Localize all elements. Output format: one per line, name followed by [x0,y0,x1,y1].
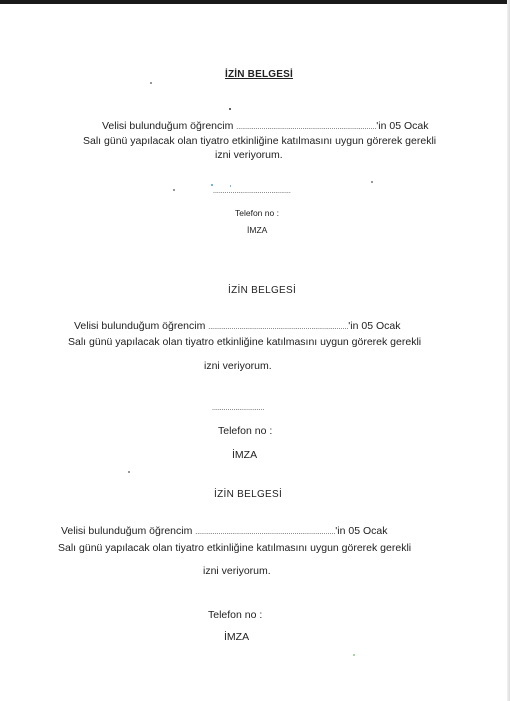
student-line [74,321,400,332]
event-line: Salı günü yapılacak olan tiyatro etkinliğine katılmasını uygun görerek gerekli [68,336,422,348]
event-line: Salı günü yapılacak olan tiyatro etkinliğine katılmasını uygun görerek gerekli [58,542,412,554]
consent-line: izni veriyorum. [203,565,271,577]
student-name-blank: ........................................................................ [195,529,336,536]
scan-speck [229,108,231,110]
scan-top-edge [0,0,510,4]
scan-speck [211,184,213,186]
student-line [102,121,428,132]
signature-blank: ........................... [212,405,265,412]
student-label: Velisi bulunduğum öğrencim [61,525,193,537]
student-name-blank: ........................................................................ [236,124,377,131]
form-title: İZİN BELGESİ [214,489,283,500]
date-text: 'in 05 Ocak [348,320,401,332]
date-text: 'in 05 Ocak [335,525,388,537]
phone-label: Telefon no : [235,208,279,218]
scan-speck [371,181,373,183]
student-name-blank: ........................................................................ [208,324,349,331]
consent-line: izni veriyorum. [215,149,283,161]
student-label: Velisi bulunduğum öğrencim [74,320,206,332]
phone-label: Telefon no : [218,425,273,437]
sign-label: İMZA [232,449,258,461]
scan-speck [230,185,231,187]
date-text: 'in 05 Ocak [376,120,429,132]
signature-blank: ........................................ [213,188,291,195]
scan-speck [173,189,175,191]
student-line [61,526,387,537]
sign-label: İMZA [224,631,250,643]
student-label: Velisi bulunduğum öğrencim [102,120,234,132]
phone-label: Telefon no : [208,609,263,621]
form-title: İZİN BELGESİ [225,69,293,80]
form-title: İZİN BELGESİ [228,285,297,296]
consent-line: izni veriyorum. [204,360,272,372]
event-line: Salı günü yapılacak olan tiyatro etkinliğine katılmasını uygun görerek gerekli [83,135,437,147]
scan-speck [150,82,152,84]
scan-speck [128,471,130,473]
sign-label: İMZA [247,225,268,235]
scan-speck [353,654,355,656]
